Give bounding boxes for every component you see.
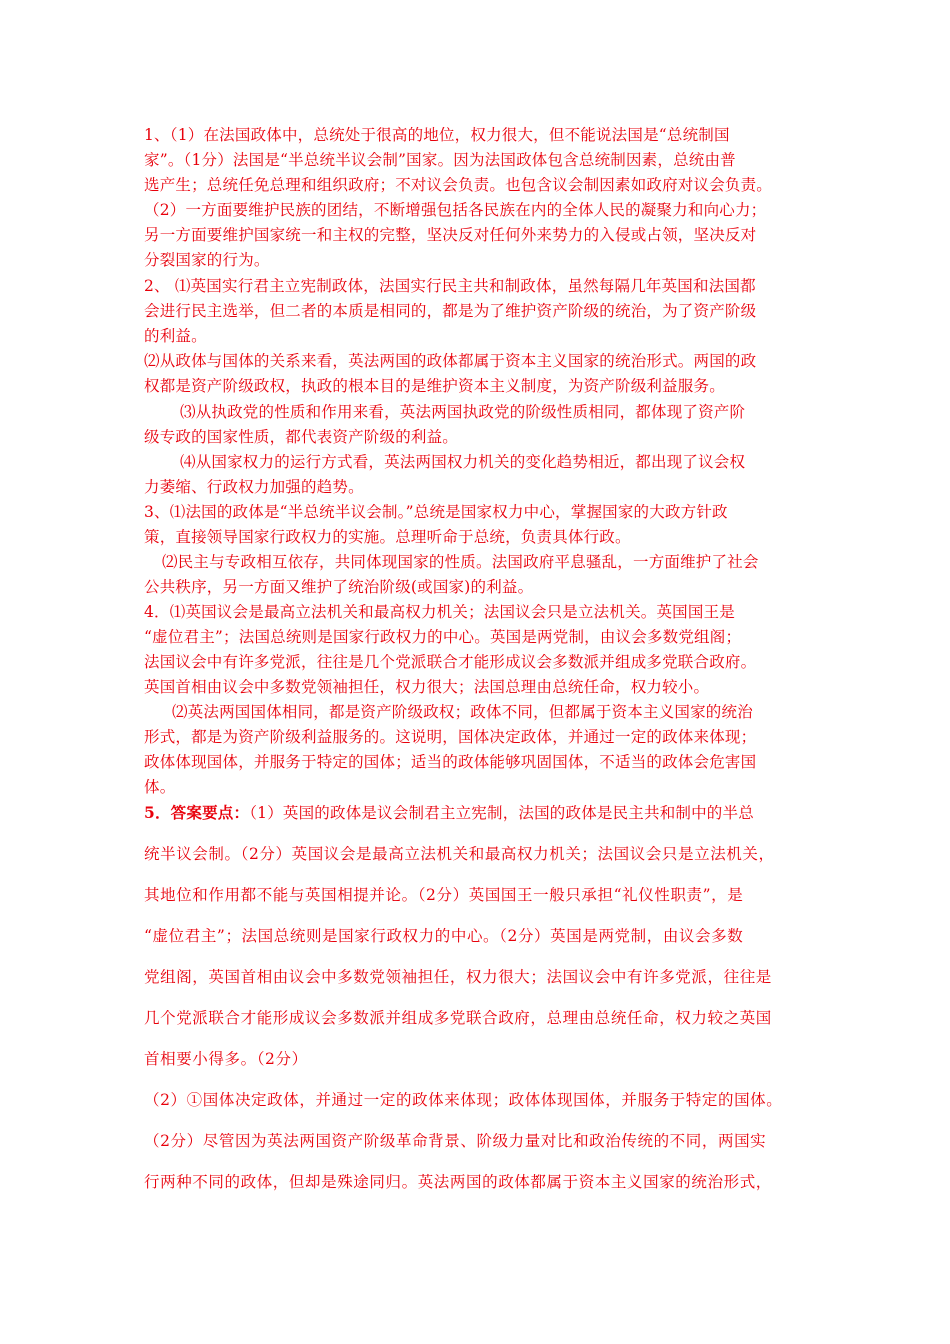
text-line: 的利益。 xyxy=(144,327,207,345)
text-line: 公共秩序，另一方面又维护了统治阶级(或国家)的利益。 xyxy=(144,578,534,596)
text-line: ⑶从执政党的性质和作用来看，英法两国执政党的阶级性质相同，都体现了资产阶 xyxy=(180,403,746,421)
text-line: ⑵从政体与国体的关系来看，英法两国的政体都属于资本主义国家的统治形式。两国的政 xyxy=(144,352,757,370)
text-line: 选产生；总统任免总理和组织政府；不对议会负责。也包含议会制因素如政府对议会负责。 xyxy=(144,176,773,194)
text-line: 4．⑴英国议会是最高立法机关和最高权力机关；法国议会只是立法机关。英国国王是 xyxy=(144,603,735,621)
text-line: “虚位君主”；法国总统则是国家行政权力的中心。（2分）英国是两党制，由议会多数 xyxy=(144,927,744,945)
text-line: 家”。（1分）法国是“半总统半议会制”国家。因为法国政体包含总统制因素，总统由普 xyxy=(144,151,736,169)
text-line: （2）①国体决定政体，并通过一定的政体来体现；政体体现国体，并服务于特定的国体。 xyxy=(144,1091,783,1109)
text-line: （2分）尽管因为英法两国资产阶级革命背景、阶级力量对比和政治传统的不同，两国实 xyxy=(144,1132,767,1150)
text-line: 英国首相由议会中多数党领袖担任，权力很大；法国总理由总统任命，权力较小。 xyxy=(144,678,710,696)
text-line: 体。 xyxy=(144,778,176,796)
text-line: 党组阁，英国首相由议会中多数党领袖担任，权力很大；法国议会中有许多党派，往往是 xyxy=(144,968,772,986)
text-line: 1、（1）在法国政体中，总统处于很高的地位，权力很大，但不能说法国是“总统制国 xyxy=(144,126,730,144)
text-line: 级专政的国家性质，都代表资产阶级的利益。 xyxy=(144,428,459,446)
answer-5-first-line xyxy=(144,803,754,823)
text-line: ⑵英法两国国体相同，都是资产阶级政权；政体不同，但都属于资本主义国家的统治 xyxy=(172,703,753,721)
text-line: 力萎缩、行政权力加强的趋势。 xyxy=(144,478,364,496)
text-line: 其地位和作用都不能与英国相提并论。（2分）英国国王一般只承担“礼仪性职责”，是 xyxy=(144,886,744,904)
text-line: “虚位君主”；法国总统则是国家行政权力的中心。英国是两党制，由议会多数党组阁； xyxy=(144,628,742,646)
text-line: 会进行民主选举，但二者的本质是相同的，都是为了维护资产阶级的统治，为了资产阶级 xyxy=(144,302,757,320)
text-line: 另一方面要维护国家统一和主权的完整，坚决反对任何外来势力的入侵或占领，坚决反对 xyxy=(144,226,757,244)
text-line: （2）一方面要维护民族的团结，不断增强包括各民族在内的全体人民的凝聚力和向心力； xyxy=(144,201,767,219)
text-line: 政体体现国体，并服务于特定的国体；适当的政体能够巩固国体，不适当的政体会危害国 xyxy=(144,753,757,771)
answer-5-text: （1）英国的政体是议会制君主立宪制，法国的政体是民主共和制中的半总 xyxy=(249,804,754,822)
answer-key-label: 5．答案要点： xyxy=(144,803,250,822)
text-line: 3、⑴法国的政体是“半总统半议会制。”总统是国家权力中心，掌握国家的大政方针政 xyxy=(144,503,728,521)
text-line: 分裂国家的行为。 xyxy=(144,251,270,269)
text-line: ⑵民主与专政相互依存，共同体现国家的性质。法国政府平息骚乱，一方面维护了社会 xyxy=(162,553,759,571)
text-line: 行两种不同的政体，但却是殊途同归。英法两国的政体都属于资本主义国家的统治形式， xyxy=(144,1173,772,1191)
text-line: 统半议会制。（2分）英国议会是最高立法机关和最高权力机关；法国议会只是立法机关， xyxy=(144,845,775,863)
text-line: 首相要小得多。（2分） xyxy=(144,1050,308,1068)
text-line: 2、 ⑴英国实行君主立宪制政体，法国实行民主共和制政体，虽然每隔几年英国和法国都 xyxy=(144,277,756,295)
text-line: 权都是资产阶级政权，执政的根本目的是维护资本主义制度，为资产阶级利益服务。 xyxy=(144,377,725,395)
text-line: 法国议会中有许多党派，往往是几个党派联合才能形成议会多数派并组成多党联合政府。 xyxy=(144,653,757,671)
text-line: 策，直接领导国家行政权力的实施。总理听命于总统，负责具体行政。 xyxy=(144,528,631,546)
text-line: 形式，都是为资产阶级利益服务的。这说明，国体决定政体，并通过一定的政体来体现； xyxy=(144,728,757,746)
text-line: ⑷从国家权力的运行方式看，英法两国权力机关的变化趋势相近，都出现了议会权 xyxy=(180,453,746,471)
text-line: 几个党派联合才能形成议会多数派并组成多党联合政府，总理由总统任命，权力较之英国 xyxy=(144,1009,772,1027)
